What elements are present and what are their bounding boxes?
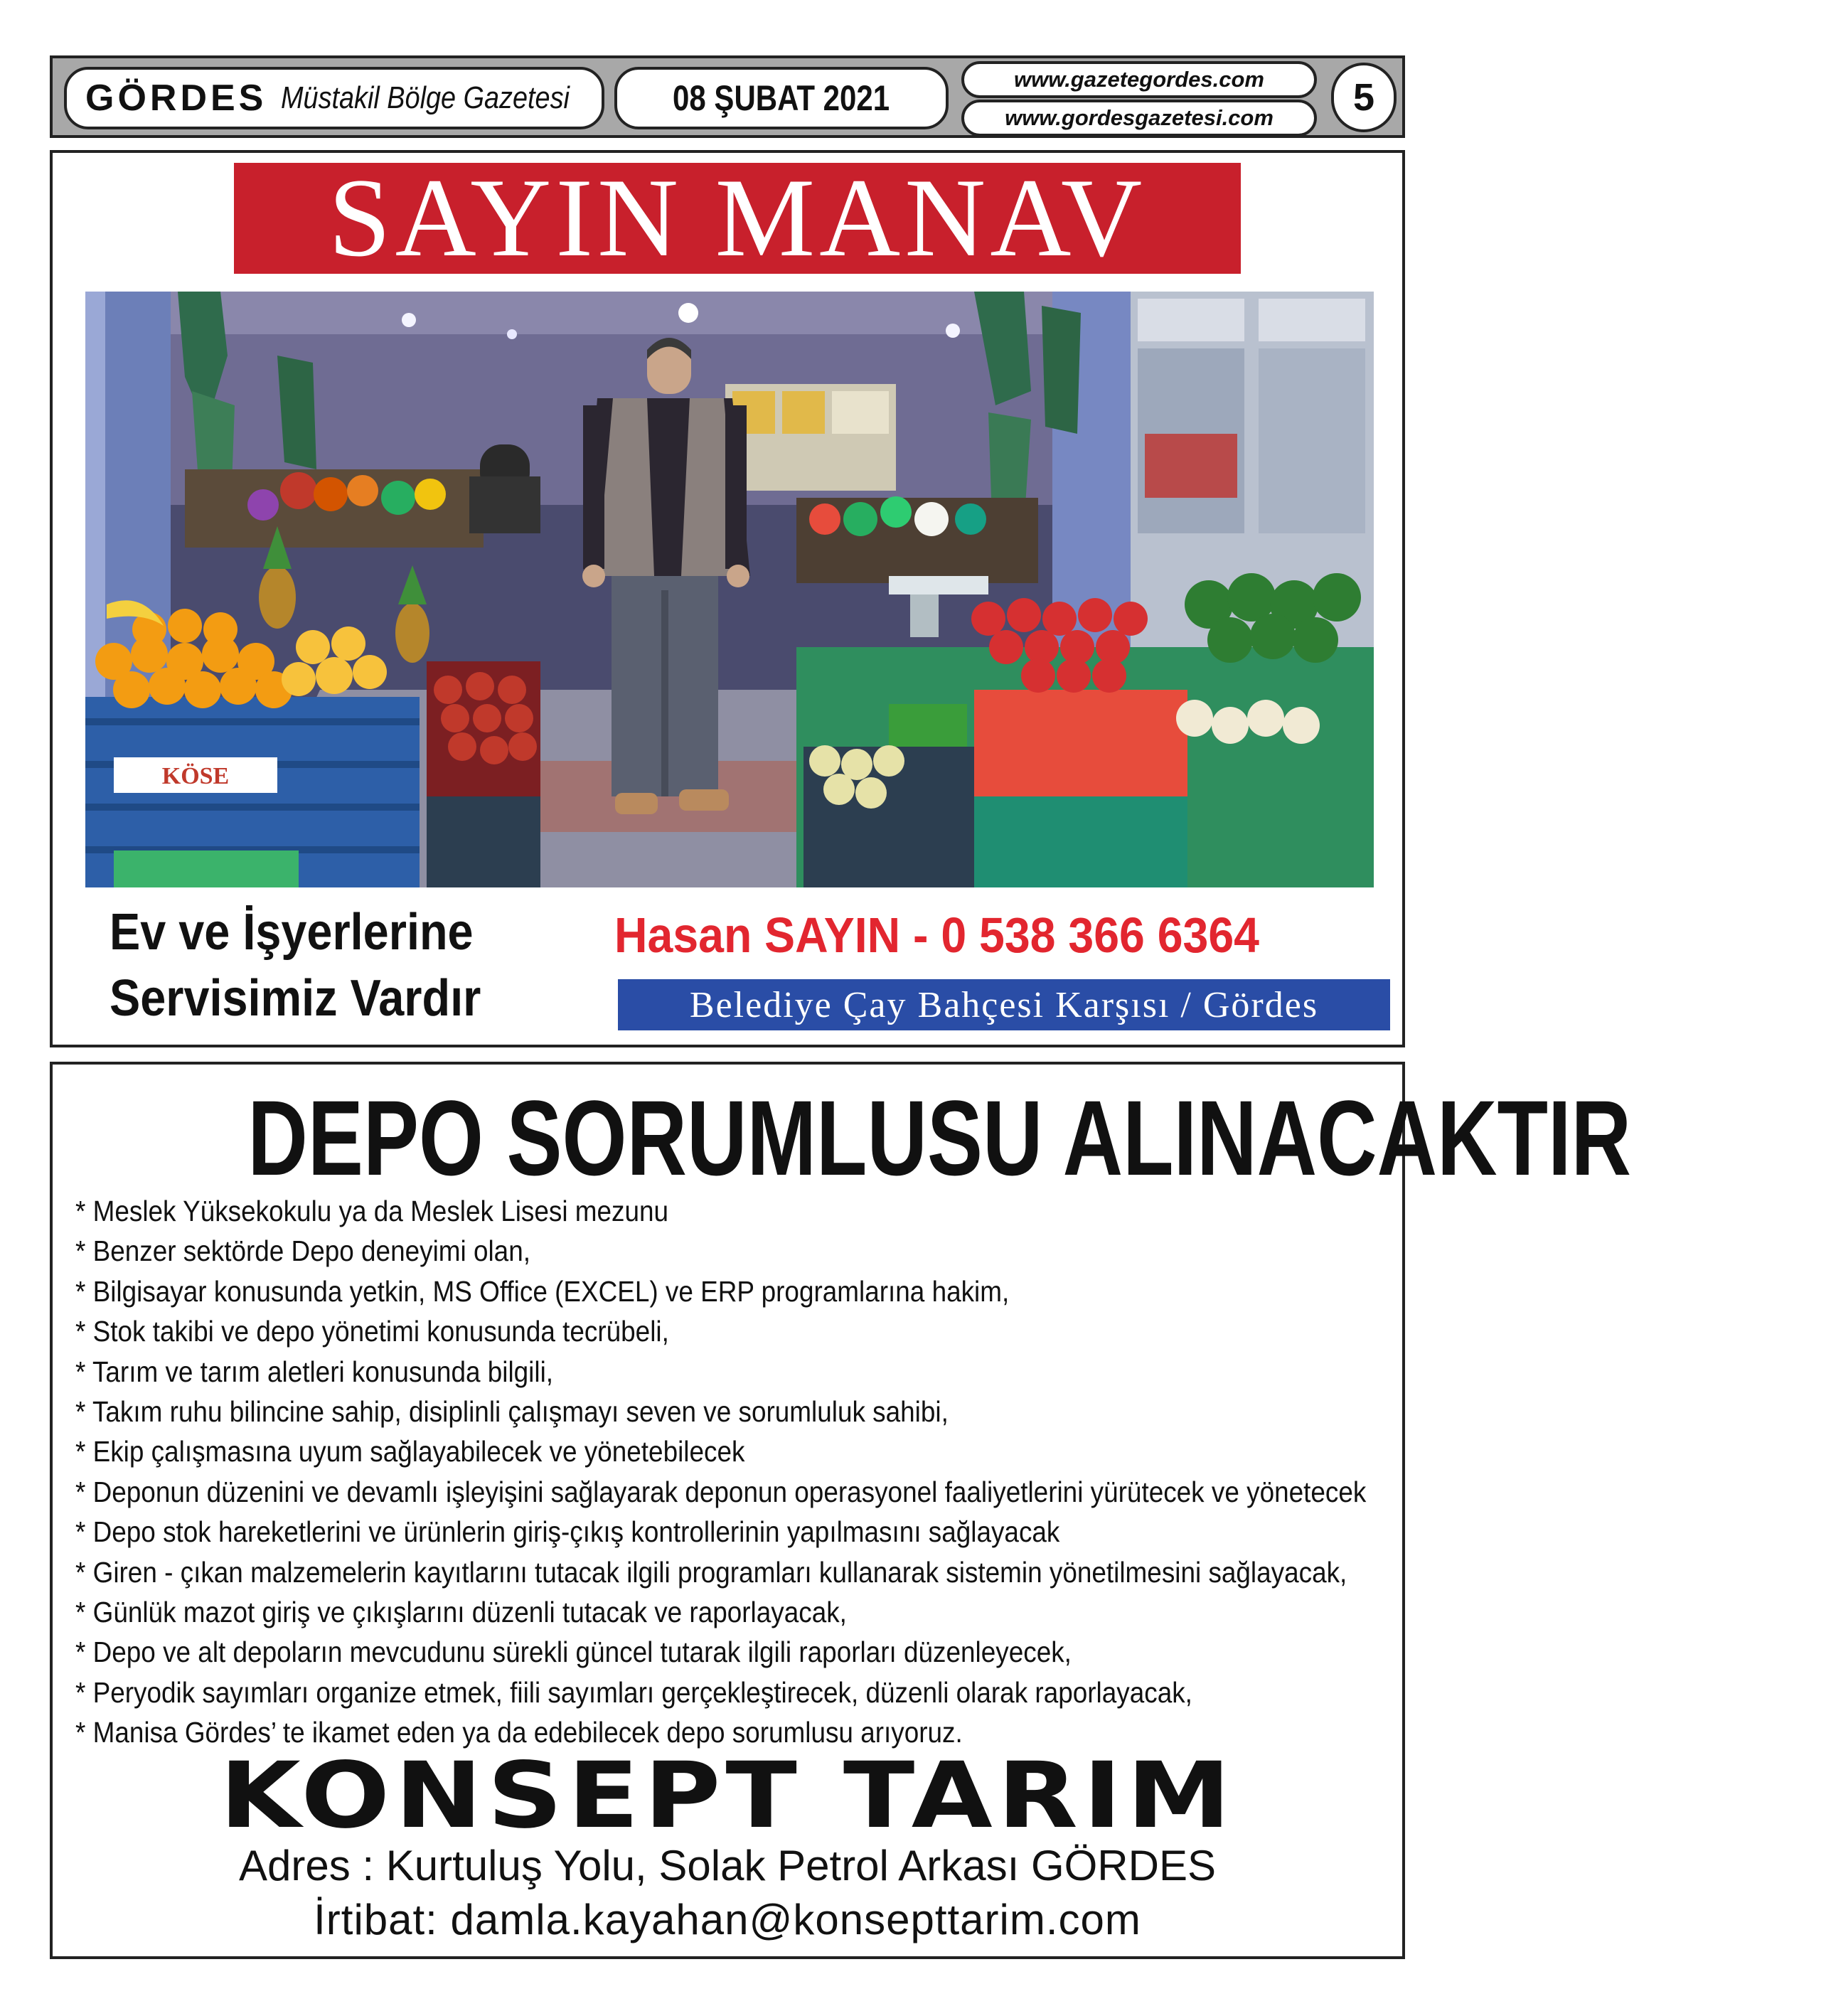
requirement-item: * Benzer sektörde Depo deneyimi olan, [75, 1234, 530, 1268]
manav-title: SAYIN MANAV [328, 156, 1147, 280]
manav-address-banner [618, 979, 1390, 1030]
service-line-1: Ev ve İşyerlerine [110, 904, 474, 961]
paper-name: GÖRDES [85, 78, 267, 119]
requirement-item: * Ekip çalışmasına uyum sağlayabilecek ve yönetebilecek [75, 1435, 745, 1468]
website-pill-1 [961, 61, 1317, 98]
job-advertisement [50, 1062, 1632, 1959]
requirement-item: * Tarım ve tarım aletleri konusunda bilgili, [75, 1355, 554, 1388]
website-link-2[interactable]: www.gordesgazetesi.com [1005, 105, 1274, 130]
requirement-item: * Manisa Gördes’ te ikamet eden ya da edebilecek depo sorumlusu arıyoruz. [75, 1716, 963, 1749]
requirement-item: * Stok takibi ve depo yönetimi konusunda tecrübeli, [75, 1315, 669, 1348]
manav-advertisement [50, 150, 1405, 1047]
page-number: 5 [1352, 76, 1375, 119]
manav-title-banner [234, 156, 1241, 280]
requirement-item: * Günlük mazot giriş ve çıkışlarını düzenli tutacak ve raporlayacak, [75, 1596, 847, 1629]
job-title-text: DEPO SORUMLUSU ALINACAKTIR [247, 1078, 1632, 1198]
website-pill-2 [961, 100, 1317, 137]
requirements-list [75, 1191, 1510, 1753]
date-pill [614, 67, 949, 129]
greengrocer-photo-illustration [85, 292, 1374, 887]
company-name [53, 1743, 1402, 1849]
page-number-pill [1331, 63, 1397, 132]
website-link-1[interactable]: www.gazetegordes.com [1014, 67, 1264, 92]
requirement-item: * Giren - çıkan malzemelerin kayıtlarını tutacak ilgili programları kullanarak sistemin yönetilmesini sağlayacak, [75, 1555, 1347, 1589]
requirement-item: * Meslek Yüksekokulu ya da Meslek Lisesi mezunu [75, 1195, 669, 1227]
company-address: Adres : Kurtuluş Yolu, Solak Petrol Arkası GÖRDES [239, 1842, 1216, 1889]
manav-contact-phone: Hasan SAYIN - 0 538 366 6364 [614, 907, 1259, 963]
paper-subtitle: Müstakil Bölge Gazetesi [281, 80, 570, 115]
requirement-item: * Bilgisayar konusunda yetkin, MS Office (EXCEL) ve ERP programlarına hakim, [75, 1274, 1010, 1308]
paper-name-pill [64, 67, 604, 129]
service-line-2: Servisimiz Vardır [110, 970, 481, 1027]
company-name-text: KONSEPT TARIM [219, 1743, 1236, 1849]
requirement-item: * Depo ve alt depoların mevcudunu sürekli güncel tutarak ilgili raporları düzenleyecek, [75, 1636, 1072, 1669]
job-title [53, 1078, 1632, 1198]
company-contact-email[interactable]: İrtibat: damla.kayahan@konsepttarim.com [314, 1896, 1141, 1943]
manav-address: Belediye Çay Bahçesi Karşısı / Gördes [689, 984, 1319, 1025]
requirement-item: * Deponun düzenini ve devamlı işleyişini sağlayarak deponun operasyonel faaliyetlerini yürütecek ve yönetecek [75, 1475, 1367, 1508]
greengrocer-photo [85, 292, 1374, 887]
requirement-item: * Takım ruhu bilincine sahip, disiplinli çalışmayı seven ve sorumluluk sahibi, [75, 1395, 949, 1429]
newspaper-header [50, 55, 1405, 138]
issue-date: 08 ŞUBAT 2021 [673, 78, 890, 118]
requirement-item: * Peryodik sayımları organize etmek, fiili sayımları gerçekleştirecek, düzenli olarak raporlayacak, [75, 1675, 1192, 1709]
crate-label: KÖSE [161, 763, 230, 789]
requirement-item: * Depo stok hareketlerini ve ürünlerin giriş-çıkış kontrollerinin yapılmasını sağlayacak [75, 1515, 1060, 1549]
